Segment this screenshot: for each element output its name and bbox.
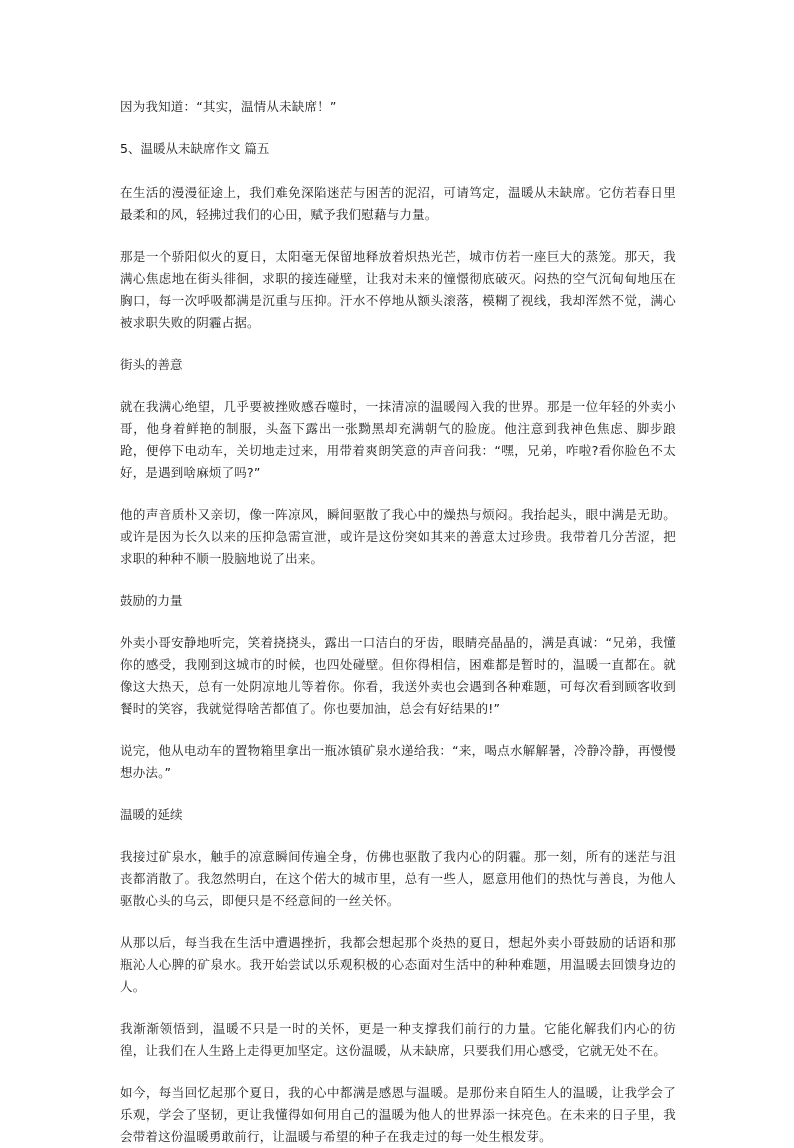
intro-line: 因为我知道：“其实，温情从未缺席！”	[120, 99, 337, 114]
paragraph-8: 从那以后，每当我在生活中遭遇挫折，我都会想起那个炎热的夏日，想起外卖小哥鼓励的话语和那瓶沁人心脾的矿泉水。我开始尝试以乐观积极的心态面对生活中的种种难题，用温暖去回馈身边的人。	[120, 935, 676, 994]
document-page	[120, 96, 676, 1148]
section-title: 5、温暖从未缺席作文 篇五	[120, 141, 270, 156]
paragraph-1: 在生活的漫漫征途上，我们难免深陷迷茫与困苦的泥沼，可请笃定，温暖从未缺席。它仿若春日里最柔和的风，轻拂过我们的心田，赋予我们慰藉与力量。	[120, 185, 676, 222]
subheading-encouragement: 鼓励的力量	[120, 593, 183, 608]
paragraph-7: 我接过矿泉水，触手的凉意瞬间传遍全身，仿佛也驱散了我内心的阴霾。那一刻，所有的迷茫与沮丧都消散了。我忽然明白，在这个偌大的城市里，总有一些人，愿意用他们的热忱与善良，为他人驱散心头的乌云，即便只是不经意间的一丝关怀。	[120, 849, 676, 908]
paragraph-4: 他的声音质朴又亲切，像一阵凉风，瞬间驱散了我心中的燥热与烦闷。我抬起头，眼中满是无助。或许是因为长久以来的压抑急需宣泄，或许是这份突如其来的善意太过珍贵。我带着几分苦涩，把求职的种种不顺一股脑地说了出来。	[120, 507, 676, 566]
paragraph-5: 外卖小哥安静地听完，笑着挠挠头，露出一口洁白的牙齿，眼睛亮晶晶的，满是真诚：“兄弟，我懂你的感受，我刚到这城市的时候，也四处碰壁。但你得相信，困难都是暂时的，温暖一直都在。就像这大热天，总有一处阴凉地儿等着你。你看，我送外卖也会遇到各种难题，可每次看到顾客收到餐时的笑容，我就觉得啥苦都值了。你也要加油，总会有好结果的!”	[120, 635, 676, 716]
subheading-street-kindness: 街头的善意	[120, 357, 183, 372]
paragraph-6: 说完，他从电动车的置物箱里拿出一瓶冰镇矿泉水递给我：“来，喝点水解解暑，冷静冷静，再慢慢想办法。”	[120, 743, 676, 780]
paragraph-10: 如今，每当回忆起那个夏日，我的心中都满是感恩与温暖。是那份来自陌生人的温暖，让我学会了乐观，学会了坚韧，更让我懂得如何用自己的温暖为他人的世界添一抹亮色。在未来的日子里，我会带着这份温暖勇敢前行，让温暖与希望的种子在我走过的每一处生根发芽。	[120, 1085, 676, 1144]
subheading-continuation: 温暖的延续	[120, 807, 183, 822]
paragraph-3: 就在我满心绝望，几乎要被挫败感吞噬时，一抹清凉的温暖闯入我的世界。那是一位年轻的外卖小哥，他身着鲜艳的制服，头盔下露出一张黝黑却充满朝气的脸庞。他注意到我神色焦虑、脚步踉跄，便停下电动车，关切地走过来，用带着爽朗笑意的声音问我：“嘿，兄弟，咋啦?看你脸色不太好，是遇到啥麻烦了吗?”	[120, 399, 676, 480]
paragraph-2: 那是一个骄阳似火的夏日，太阳毫无保留地释放着炽热光芒，城市仿若一座巨大的蒸笼。那天，我满心焦虑地在街头徘徊，求职的接连碰壁，让我对未来的憧憬彻底破灭。闷热的空气沉甸甸地压在胸口，每一次呼吸都满是沉重与压抑。汗水不停地从额头滚落，模糊了视线，我却浑然不觉，满心被求职失败的阴霾占据。	[120, 249, 676, 330]
paragraph-9: 我渐渐领悟到，温暖不只是一时的关怀，更是一种支撑我们前行的力量。它能化解我们内心的彷徨，让我们在人生路上走得更加坚定。这份温暖，从未缺席，只要我们用心感受，它就无处不在。	[120, 1021, 676, 1058]
